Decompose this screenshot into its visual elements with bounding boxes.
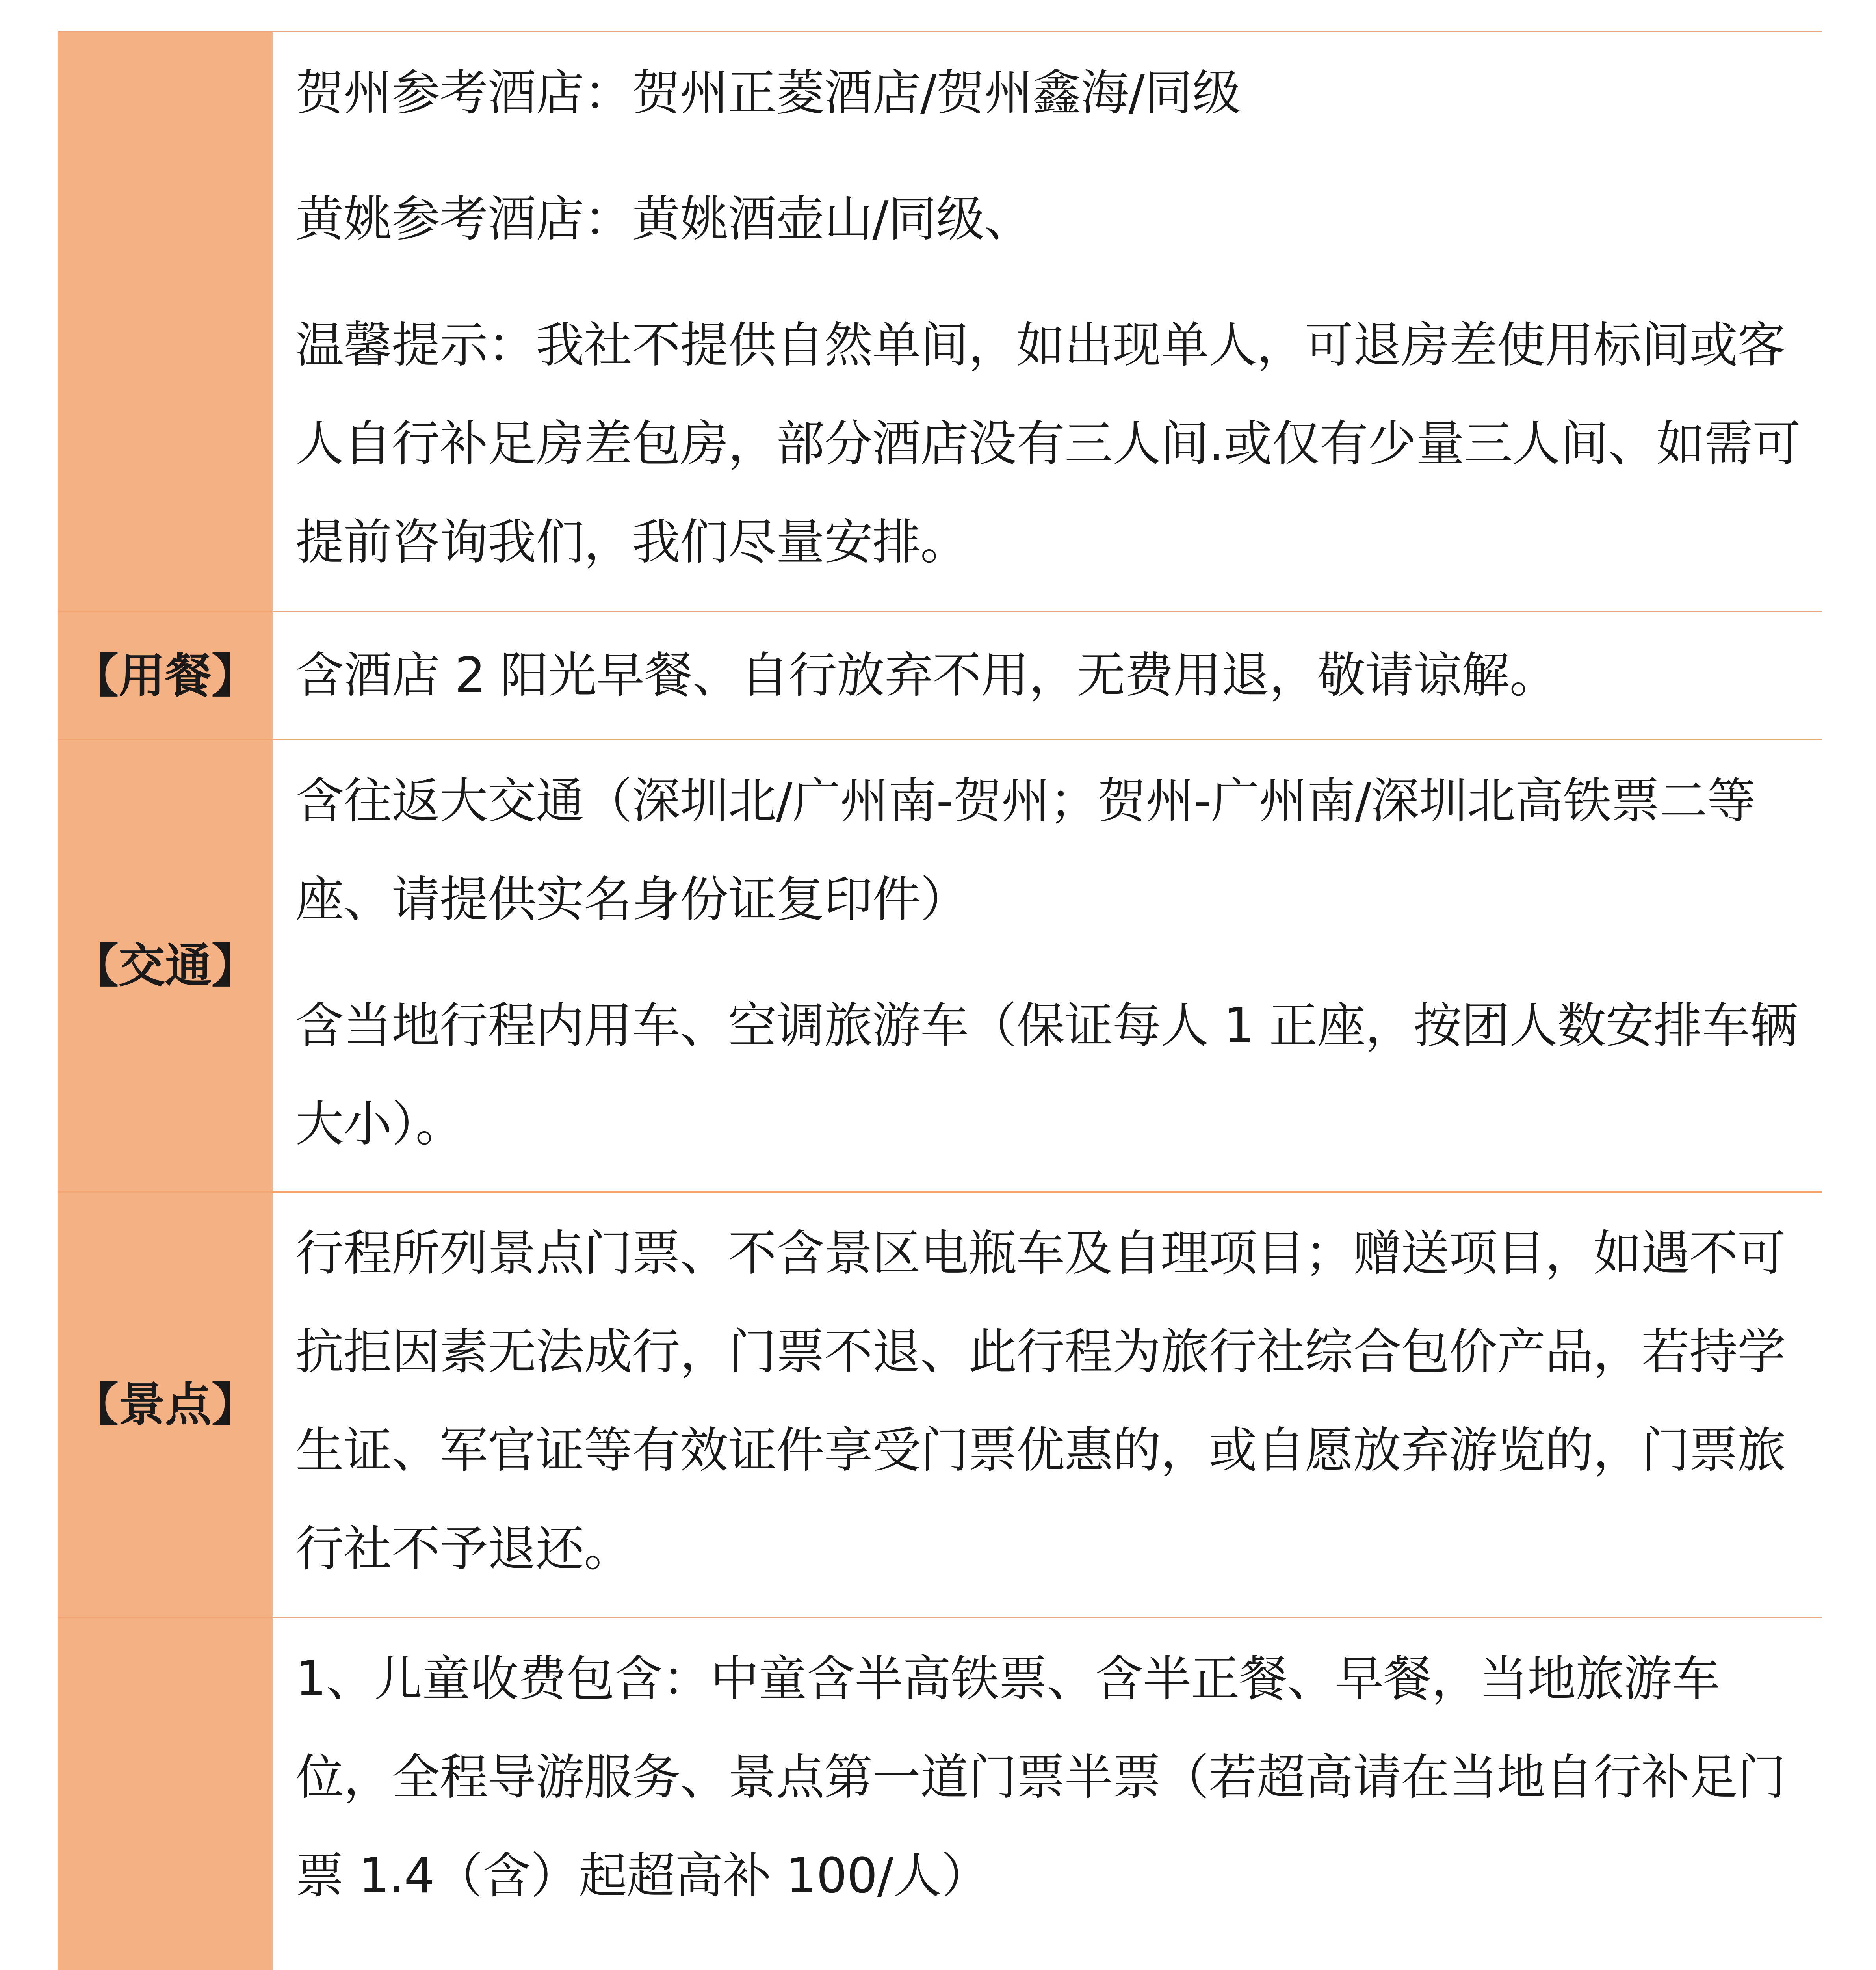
meals-text: 含酒店 2 阳光早餐、自行放弃不用，无费用退，敬请谅解。 [295,647,1558,704]
row-label-cell [58,612,276,739]
scenic-label: 【景点】 [72,1377,258,1432]
child-fees-text-1: 1、儿童收费包含：中童含半高铁票、含半正餐、早餐，当地旅游车位，全程导游服务、景点第一道门票半票（若超高请在当地自行补足门票 1.4（含）起超高补 100/人） [295,1651,1785,1904]
hotel-tip-text: 温馨提示：我社不提供自然单间，如出现单人，可退房差使用标间或客人自行补足房差包房，部分酒店没有三人间.或仅有少量三人间、如需可提前咨询我们，我们尽量安排。 [295,317,1801,571]
row-content-cell [276,1618,1822,1970]
row-content-cell [276,612,1822,739]
hotel-hezhou-text: 贺州参考酒店：贺州正菱酒店/贺州鑫海/同级 [295,65,1241,121]
row-label-cell [58,32,276,611]
row-content-cell [276,32,1822,611]
table-row-hotel [58,32,1822,612]
row-label-cell [58,1618,276,1970]
hotel-huangyao-text: 黄姚参考酒店：黄姚酒壶山/同级、 [295,191,1033,247]
table-row-meals [58,612,1822,740]
row-content-cell [276,740,1822,1191]
row-label-cell [58,1193,276,1617]
child-fees-text-2 [295,1953,1807,1970]
row-content-cell [276,1193,1822,1617]
table-row-scenic [58,1193,1822,1618]
scenic-text: 行程所列景点门票、不含景区电瓶车及自理项目；赠送项目，如遇不可抗拒因素无法成行，门票不退、此行程为旅行社综合包价产品，若持学生证、军官证等有效证件享受门票优惠的，或自愿放弃游览的，门票旅行社不予退还。 [295,1225,1785,1577]
meals-label: 【用餐】 [72,648,258,703]
transport-text-1: 含往返大交通（深圳北/广州南-贺州；贺州-广州南/深圳北高铁票二等座、请提供实名身份证复印件） [295,773,1755,928]
transport-label: 【交通】 [72,939,258,993]
row-label-cell [58,740,276,1191]
table-row-child-fees [58,1618,1822,1970]
table-row-transport [58,740,1822,1193]
transport-text-2: 含当地行程内用车、空调旅游车（保证每人 1 正座，按团人数安排车辆大小）。 [295,998,1798,1152]
itinerary-table [58,31,1822,1970]
